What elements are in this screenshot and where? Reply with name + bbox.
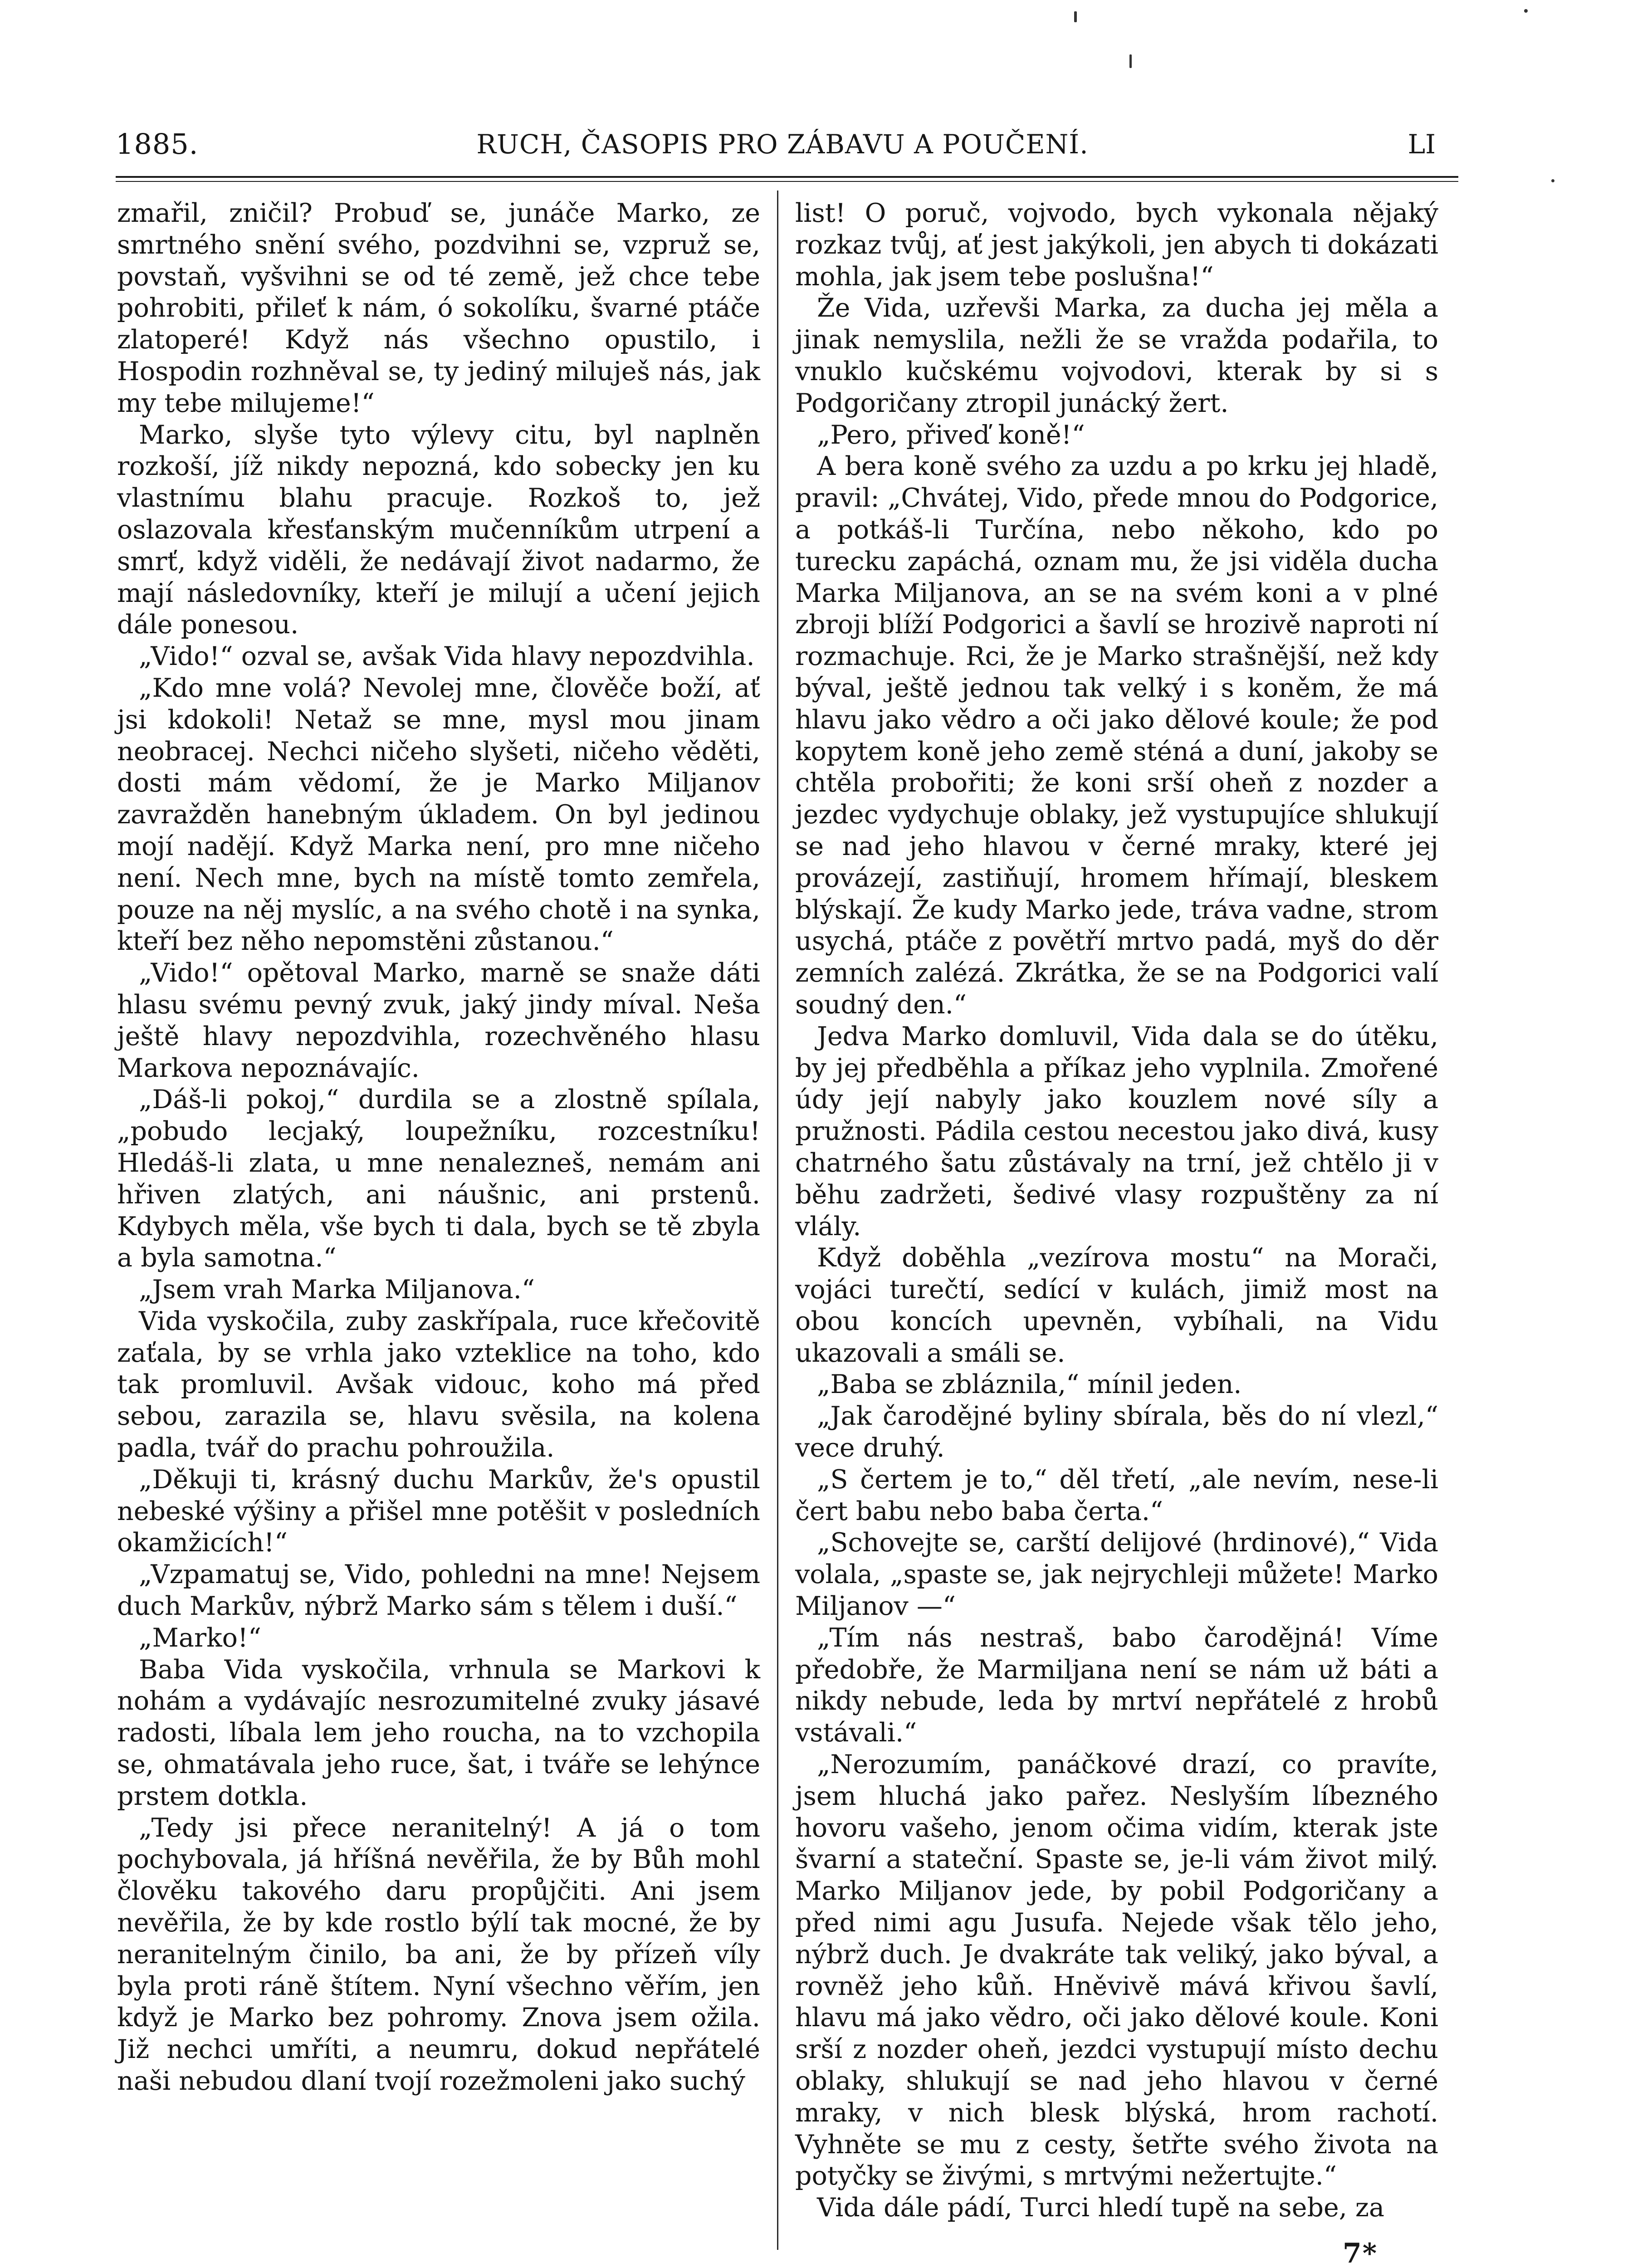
paragraph: Vida vyskočila, zuby zaskřípala, ruce křečovitě zaťala, by se vrhla jako vzteklice na toho, kdo tak promluvil. Avšak vidouc, koho má před sebou, zarazila se, hlavu svěsila, na kolena padla, tvář do prachu pohroužila.	[117, 1306, 760, 1463]
paragraph: A bera koně svého za uzdu a po krku jej hladě, pravil: „Chvátej, Vido, přede mnou do Podgorice, a potkáš-li Turčína, nebo někoho, kdo po turecku zapáchá, oznam mu, že jsi viděla ducha Marka Miljanova, an se na svém koni a v plné zbroji blíží Podgorici a šavlí se hrozivě naproti ní rozmachuje. Rci, že je Marko strašnější, než kdy býval, ještě jednou tak velký i s koněm, že má hlavu jako vědro a oči jako dělové koule; že pod kopytem koně jeho země sténá a duní, jakoby se chtěla probořiti; že koni srší oheň z nozder a jezdec vydychuje oblaky, jež vystupujíce shlukují se nad jeho hlavou v černé mraky, které jej provázejí, zastiňují, hromem hřímají, bleskem blýskají. Že kudy Marko jede, tráva vadne, strom usychá, ptáče z povětří mrtvo padá, myš do děr zemních zalézá. Zkrátka, že se na Podgorici valí soudný den.“	[795, 451, 1438, 1020]
header-page-number: LI	[1408, 129, 1436, 160]
print-speck	[1551, 179, 1554, 182]
header-rule	[116, 176, 1458, 178]
paragraph: „Dáš-li pokoj,“ durdila se a zlostně spílala, „pobudo lecjaký, loupežníku, rozcestníku! Hledáš-li zlata, u mne nenalezneš, nemám ani hřiven zlatých, ani náušnic, ani prstenů. Kdybych měla, vše bych ti dala, bych se tě zbyla a byla samotna.“	[117, 1085, 760, 1273]
header-rule-thin	[116, 181, 1458, 182]
paragraph: Když doběhla „vezírova mostu“ na Morači, vojáci turečtí, sedící v kulách, jimiž most na obou koncích upevněn, vybíhali, na Vidu ukazovali a smáli se.	[795, 1243, 1438, 1368]
paragraph: „Nerozumím, panáčkové drazí, co pravíte, jsem hluchá jako pařez. Neslyším líbezného hovoru vašeho, jenom očima vidím, kterak jste švarní a stateční. Spaste se, je-li vám život milý. Marko Miljanov jede, by pobil Podgoričany a před nimi agu Jusufa. Nejede však tělo jeho, nýbrž duch. Je dvakráte tak veliký, jako býval, a rovněž jeho kůň. Hněvivě mává křivou šavlí, hlavu má jako vědro, oči jako dělové koule. Koni srší z nozder oheň, jezdci vystupují místo dechu oblaky, shlukují se nad jeho hlavou v černé mraky, v nich blesk blýská, hrom rachotí. Vyhněte se mu z cesty, šetřte svého života na potyčky se živými, s mrtvými nežertujte.“	[795, 1750, 1438, 2191]
paragraph: „Vido!“ opětoval Marko, marně se snaže dáti hlasu svému pevný zvuk, jaký jindy míval. Neša ještě hlavy nepozdvihla, rozechvěného hlasu Markova nepoznávajíc.	[117, 958, 760, 1083]
paragraph: list! O poruč, vojvodo, bych vykonala nějaký rozkaz tvůj, ať jest jakýkoli, jen abych ti dokázati mohla, jak jsem tebe poslušna!“	[795, 198, 1438, 292]
print-speck	[1074, 11, 1077, 22]
paragraph: „Marko!“	[139, 1623, 262, 1653]
paragraph: „Kdo mne volá? Nevolej mne, člověče boží, ať jsi kdokoli! Netaž se mne, mysl mou jinam neobracej. Nechci ničeho slyšeti, ničeho věděti, dosti mám vědomí, že je Marko Miljanov zavražděn hanebným úkladem. On byl jedinou mojí nadějí. Když Marka není, pro mne ničeho není. Nech mne, bych na místě tomto zemřela, pouze na něj myslíc, a na svého chotě i na synka, kteří bez něho nepomstěni zůstanou.“	[117, 673, 760, 957]
print-speck	[1129, 54, 1132, 68]
header-title: RUCH, ČASOPIS PRO ZÁBAVU A POUČENÍ.	[476, 129, 1089, 160]
paragraph: „Vido!“ ozval se, avšak Vida hlavy nepozdvihla.	[139, 641, 755, 672]
paragraph: „Tím nás nestraš, babo čarodějná! Víme předobře, že Marmiljana není se nám už báti a nikdy nebude, leda by mrtví nepřátelé z hrobů vstávali.“	[795, 1623, 1438, 1748]
paragraph: „Tedy jsi přece neranitelný! A já o tom pochybovala, já hříšná nevěřila, že by Bůh mohl člověku takového daru propůjčiti. Ani jsem nevěřila, že by kde rostlo býlí tak mocné, že by neranitelným činilo, ba ani, že by přízeň víly byla proti ráně štítem. Nyní všechno věřím, jen když je Marko bez pohromy. Znova jsem ožila. Již nechci umříti, a neumru, dokud nepřátelé naši nebudou dlaní tvojí rozežmoleni jako suchý	[117, 1813, 760, 2097]
paragraph: Marko, slyše tyto výlevy citu, byl naplněn rozkoší, jíž nikdy nepozná, kdo sobecky jen ku vlastnímu blahu pracuje. Rozkoš to, jež oslazovala křesťanským mučenníkům utrpení a smrť, když viděli, že nedávají život nadarmo, že mají následovníky, kteří je milují a učení jejich dále ponesou.	[117, 420, 760, 640]
paragraph: „Jak čarodějné byliny sbírala, běs do ní vlezl,“ vece druhý.	[795, 1401, 1438, 1463]
paragraph: „Pero, přiveď koně!“	[817, 420, 1085, 450]
signature-mark: 7*	[1343, 2238, 1378, 2268]
header-year: 1885.	[116, 127, 199, 161]
paragraph: „Vzpamatuj se, Vido, pohledni na mne! Nejsem duch Markův, nýbrž Marko sám s tělem i duší.“	[117, 1559, 760, 1622]
right-column	[795, 198, 1438, 2224]
left-column	[117, 198, 760, 2097]
paragraph: zmařil, zničil? Probuď se, junáče Marko, ze smrtného snění svého, pozdvihni se, vzpruž se, povstaň, vyšvihni se od té země, jež chce tebe pohrobiti, přileť k nám, ó sokolíku, švarné ptáče zlatoperé! Když nás všechno opustilo, i Hospodin rozhněval se, ty jediný miluješ nás, jak my tebe milujeme!“	[117, 198, 760, 418]
paragraph: „Děkuji ti, krásný duchu Markův, že's opustil nebeské výšiny a přišel mne potěšit v posledních okamžicích!“	[117, 1464, 760, 1558]
paragraph: „Baba se zbláznila,“ mínil jeden.	[817, 1369, 1242, 1400]
print-speck	[1524, 9, 1528, 13]
paragraph: Vida dále pádí, Turci hledí tupě na sebe, za	[817, 2193, 1384, 2223]
paragraph: „Schovejte se, carští delijové (hrdinové),“ Vida volala, „spaste se, jak nejrychleji můžete! Marko Miljanov —“	[795, 1528, 1438, 1622]
paragraph: „S čertem je to,“ děl třetí, „ale nevím, nese-li čert babu nebo baba čerta.“	[795, 1464, 1438, 1526]
paragraph: Že Vida, uzřevši Marka, za ducha jej měla a jinak nemyslila, nežli že se vražda podařila, to vnuklo kučskému vojvodovi, kterak by si s Podgoričany ztropil junácký žert.	[795, 293, 1438, 418]
paragraph: Baba Vida vyskočila, vrhnula se Markovi k nohám a vydávajíc nesrozumitelné zvuky jásavé radosti, líbala lem jeho roucha, na to vzchopila se, ohmatávala jeho ruce, šat, i tváře se lehýnce prstem dotkla.	[117, 1654, 760, 1811]
paragraph: Jedva Marko domluvil, Vida dala se do útěku, by jej předběhla a příkaz jeho vyplnila. Zmořené údy její nabyly jako kouzlem nové síly a pružnosti. Pádila cestou necestou jako divá, kusy chatrného šatu zůstávaly na trní, jež chtělo ji v běhu zadržeti, šedivé vlasy rozpuštěny za ní vlály.	[795, 1021, 1438, 1242]
paragraph: „Jsem vrah Marka Miljanova.“	[139, 1275, 535, 1305]
running-header	[116, 122, 1449, 167]
column-divider	[777, 191, 778, 2250]
